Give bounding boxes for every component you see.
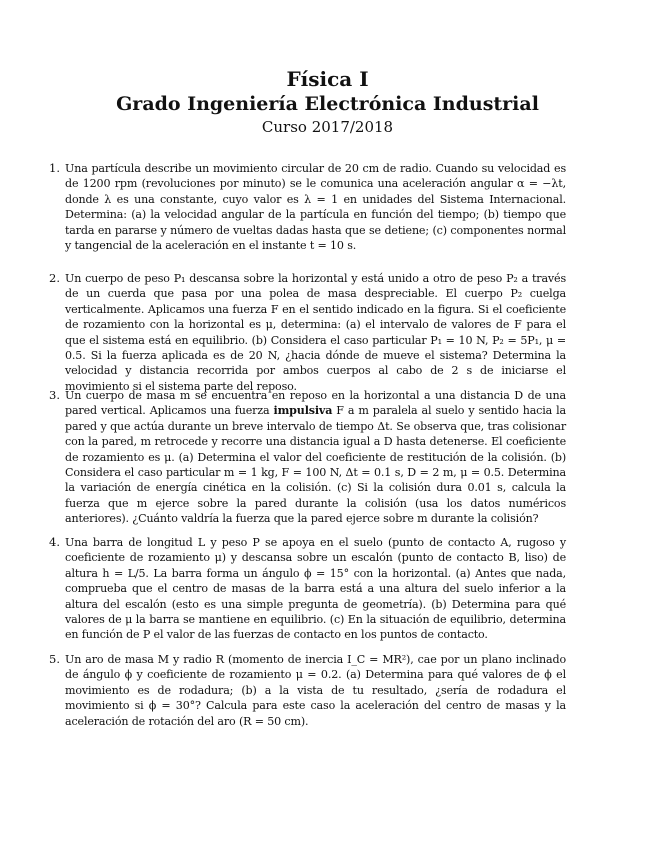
problem-number: 4. [49,535,60,549]
problem-number: 1. [49,161,60,175]
problem-text-part: F a m paralela al suelo y sentido hacia la pared y que actúa durante un breve intervalo de tiempo Δt. Se observa que, tras colisionar con la pared, m retrocede y recorre una distancia igual a D hasta detenerse. El coeficiente de rozamiento es μ. (a) Determina el valor del coeficiente de restitución de la colisión. (b) Considera el caso particular m = 1 kg, F = 100 N, Δt = 0.1 s, D = 2 m, μ = 0.5. Determina la variación de energía cinética en la colisión. (c) Si la colisión dura 0.01 s, calcula la fuerza que m ejerce sobre la pared durante la colisión (usa los datos numéricos anteriores). ¿Cuánto valdría la fuerza que la pared ejerce sobre m durante la colisión? [65,404,566,526]
course-title: Física I [286,67,369,91]
problem-number: 3. [49,388,60,402]
problem-number: 2. [49,271,60,285]
academic-year: Curso 2017/2018 [261,118,394,136]
problem-number: 5. [49,652,60,666]
problem-text-part: Un cuerpo de masa m se encuentra en reposo en la horizontal a una distancia D de una pared vertical. Aplicamos una fuerza [65,389,566,418]
problem-text: Una partícula describe un movimiento circular de 20 cm de radio. Cuando su velocidad es de 1200 rpm (revoluciones por minuto) se le comunica una aceleración angular α = −λt, donde λ es una constante, cuyo valor es λ = 1 en unidades del Sistema Internacional. Determina: (a) la velocidad angular de la partícula en función del tiempo; (b) tiempo que tarda en pararse y número de vueltas dadas hasta que se detiene; (c) componentes normal y tangencial de la aceleración en el instante t = 10 s. [65,162,566,253]
problem-text: Un cuerpo de peso P₁ descansa sobre la horizontal y está unido a otro de peso P₂ a través de un cuerda que pasa por una polea de masa despreciable. El cuerpo P₂ cuelga verticalmente. Aplicamos una fuerza F en el sentido indicado en la figura. Si el coeficiente de rozamiento con la horizontal es μ, determina: (a) el intervalo de valores de F para el que el sistema está en equilibrio. (b) Considera el caso particular P₁ = 10 N, P₂ = 5P₁, μ = 0.5. Si la fuerza aplicada es de 20 N, ¿hacia dónde de mueve el sistema? Determina la velocidad y distancia recorrida por ambos cuerpos al cabo de 2 s de iniciarse el movimiento si el sistema parte del reposo. [65,272,566,393]
problem-text: Un aro de masa M y radio R (momento de inercia I_C = MR²), cae por un plano inclinado de ángulo ϕ y coeficiente de rozamiento μ = 0.2. (a) Determina para qué valores de ϕ el movimiento es de rodadura; (b) a la vista de tu resultado, ¿sería de rodadura el movimiento si ϕ = 30°? Calcula para este caso la aceleración del centro de masas y la aceleración de rotación del aro (R = 50 cm). [65,653,566,728]
problem-text: Una barra de longitud L y peso P se apoya en el suelo (punto de contacto A, rugoso y coeficiente de rozamiento μ) y descansa sobre un escalón (punto de contacto B, liso) de altura h = L/5. La barra forma un ángulo ϕ = 15° con la horizontal. (a) Antes que nada, comprueba que el centro de masas de la barra está a una altura del suelo inferior a la altura del escalón (esto es una simple pregunta de geometría). (b) Determina para qué valores de μ la barra se mantiene en equilibrio. (c) En la situación de equilibrio, determina en función de P el valor de las fuerzas de contacto en los puntos de contacto. [65,536,566,642]
problem-text [65,388,566,527]
degree-title: Grado Ingeniería Electrónica Industrial [116,93,539,115]
emphasized-word: impulsiva [273,404,333,418]
